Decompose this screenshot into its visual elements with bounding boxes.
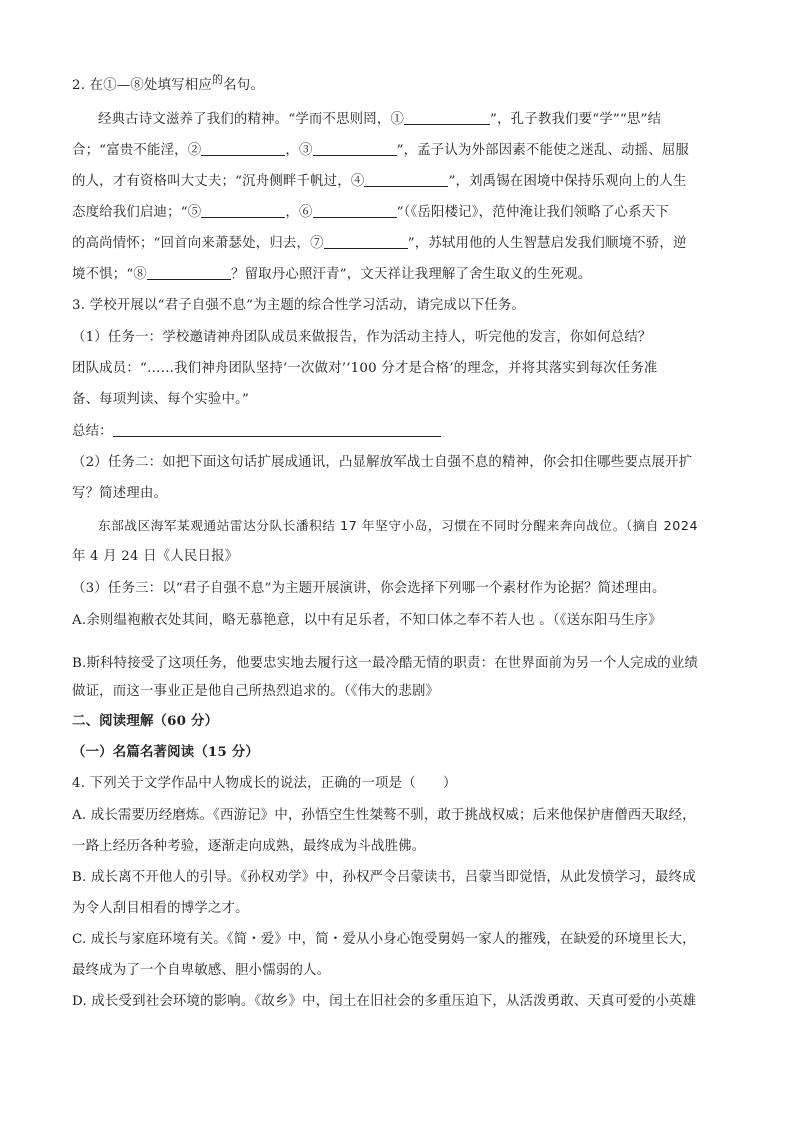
q2-line6: 境不惧；“⑧ ？留取丹心照汗青”，文天祥让我理解了舍生取义的生死观。 xyxy=(72,267,592,282)
q2-line2: 合；“富贵不能淫，② ，③ ”，孟子认为外部因素不能使之迷乱、动摇、屈服 xyxy=(72,143,690,158)
q2-title: 2. 在①—⑧处填写相应$^的$名句。 xyxy=(72,73,264,93)
blank-1[interactable] xyxy=(404,110,490,125)
blank-8[interactable] xyxy=(147,265,231,280)
q3-summary-line: 总结： xyxy=(72,422,441,442)
summary-answer-blank[interactable] xyxy=(113,422,441,437)
q3-task1-quote-1: 团队成员：“……我们神舟团队坚持‘一次做对’‘100 分才是合格’的理念，并将其落实到每次任务准 xyxy=(72,361,658,376)
q2-line5: 的高尚情怀；“回首向来萧瑟处，归去，⑦ ”，苏轼用他的人生智慧启发我们顺境不骄，逆 xyxy=(72,236,687,251)
q3-title: 3. 学校开展以“君子自强不息”为主题的综合性学习活动，请完成以下任务。 xyxy=(72,298,526,313)
subsection-title: （一）名篇名著阅读（15 分） xyxy=(72,744,259,760)
q3-task2-quote-2: 年 4 月 24 日《人民日报》 xyxy=(72,549,239,564)
q4-option-b-2: 为令人刮目相看的博学之才。 xyxy=(72,901,249,916)
blank-7[interactable] xyxy=(324,234,408,249)
q3-task3: （3）任务三：以“君子自强不息”为主题开展演讲，你会选择下列哪一个素材作为论据？简述理由。 xyxy=(72,581,666,596)
q3-task2-a: （2）任务二：如把下面这句话扩展成通讯，凸显解放军战士自强不息的精神，你会扣住哪些要点展开扩 xyxy=(72,455,693,470)
q4-option-a-2: 一路上经历各种考验，逐渐走向成熟，最终成为斗战胜佛。 xyxy=(72,839,426,854)
blank-3[interactable] xyxy=(313,141,397,156)
q4-option-b-1[interactable]: B. 成长离不开他人的引导。《孙权劝学》中，孙权严令吕蒙读书，吕蒙当即觉悟，从此发愤学习，最终成 xyxy=(72,870,696,885)
section-title: 二、阅读理解（60 分） xyxy=(72,713,219,729)
q2-line1: 经典古诗文滋养了我们的精神。“学而不思则罔，① ”，孔子教我们要“学”“思”结 xyxy=(98,112,662,127)
q3-task2-quote-1: 东部战区海军某观通站雷达分队长潘积结 17 年坚守小岛，习惯在不同时分醒来奔向战位。（摘自 2024 xyxy=(98,518,699,533)
q2-line3: 的人，才有资格叫大丈夫；“沉舟侧畔千帆过，④ ”，刘禹锡在困境中保持乐观向上的人生 xyxy=(72,174,687,189)
q3-task1: （1）任务一：学校邀请神舟团队成员来做报告，作为活动主持人，听完他的发言，你如何总结？ xyxy=(72,330,652,345)
q3-task1-quote-2: 备、每项判读、每个实验中。” xyxy=(72,392,250,407)
blank-4[interactable] xyxy=(364,172,448,187)
q3-option-a: A.余则缊袍敝衣处其间，略无慕艳意，以中有足乐者，不知口体之奉不若人也 。（《送东阳马生序》 xyxy=(72,613,662,628)
q4-option-a-1[interactable]: A. 成长需要历经磨炼。《西游记》中，孙悟空生性桀骜不驯，敢于挑战权威；后来他保护唐僧西天取经， xyxy=(72,808,696,823)
q4-title: 4. 下列关于文学作品中人物成长的说法，正确的一项是（ ） xyxy=(72,776,457,791)
q3-option-b-2: 做证，而这一事业正是他自己所热烈追求的。（《伟大的悲剧》 xyxy=(72,684,440,699)
blank-2[interactable] xyxy=(201,141,285,156)
q3-task2-b: 写？简述理由。 xyxy=(72,486,168,501)
q3-option-b-1: B.斯科特接受了这项任务，他要忠实地去履行这一最冷酷无情的职责：在世界面前为另一个人完成的业绩 xyxy=(72,656,699,671)
q4-option-d-1[interactable]: D. 成长受到社会环境的影响。《故乡》中，闰土在旧社会的多重压迫下，从活泼勇敢、天真可爱的小英雄 xyxy=(72,994,697,1009)
q4-option-c-1[interactable]: C. 成长与家庭环境有关。《简・爱》中，简・爱从小身心饱受舅妈一家人的摧残，在缺爱的环境里长大， xyxy=(72,932,696,947)
blank-6[interactable] xyxy=(313,203,397,218)
blank-5[interactable] xyxy=(201,203,285,218)
q4-option-c-2: 最终成为了一个自卑敏感、胆小懦弱的人。 xyxy=(72,963,331,978)
q2-line4: 态度给我们启迪；“⑤ ，⑥ ”（《岳阳楼记》，范仲淹让我们领略了心系天下 xyxy=(72,205,669,220)
